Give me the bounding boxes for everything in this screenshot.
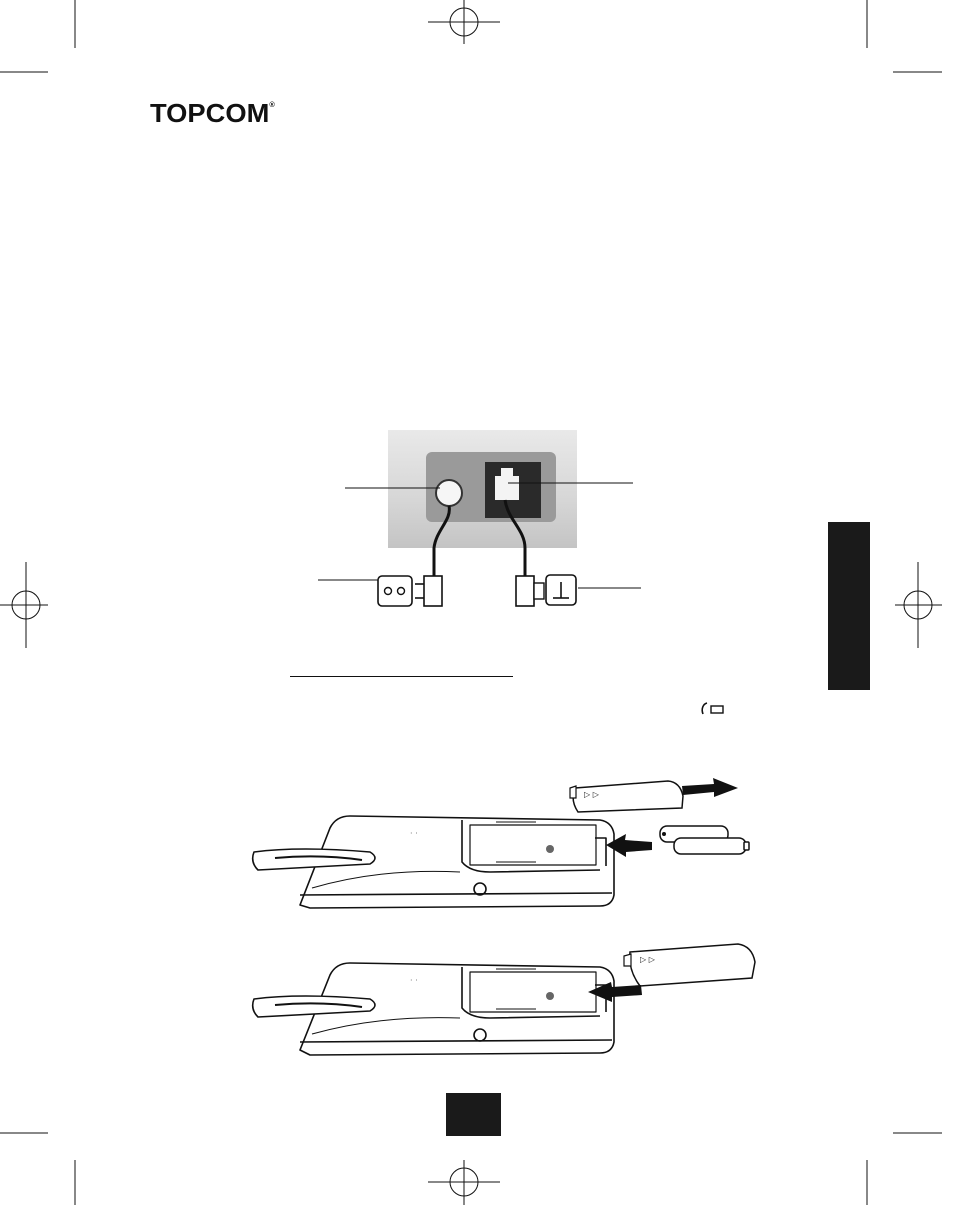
brand-logo-text: TOPCOM <box>150 98 270 128</box>
arrow-remove-cover <box>682 778 738 797</box>
svg-text:· ·: · · <box>410 829 418 838</box>
aaa-batteries <box>660 826 749 854</box>
page-number-box <box>446 1093 501 1136</box>
battery-cover-2 <box>630 944 755 986</box>
svg-text:· ·: · · <box>410 976 418 985</box>
svg-text:▷ ▷: ▷ ▷ <box>584 790 599 799</box>
registered-mark: ® <box>269 102 275 109</box>
svg-text:▷ ▷: ▷ ▷ <box>640 955 655 964</box>
